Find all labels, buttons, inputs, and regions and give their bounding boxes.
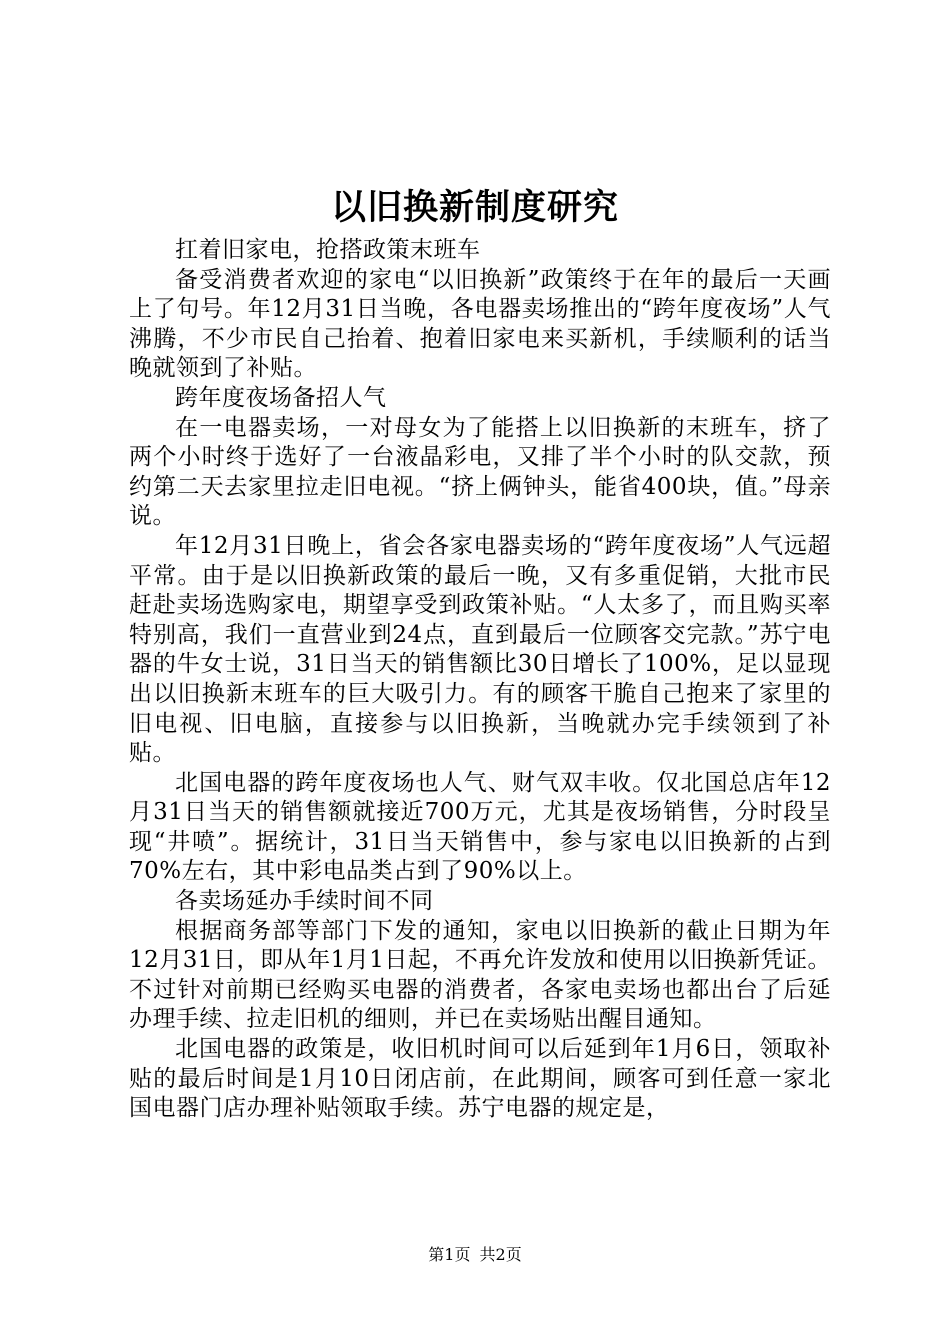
subheading-paragraph: 各卖场延办手续时间不同	[175, 888, 434, 915]
document-body	[129, 236, 831, 1124]
body-paragraph: 北国电器的跨年度夜场也人气、财气双丰收。仅北国总店年12月31日当天的销售额就接近700万元，尤其是夜场销售，分时段呈现“井喷”。据统计，31日当天销售中，参与家电以旧换新的占到70%左右，其中彩电品类占到了90%以上。	[129, 769, 831, 885]
body-paragraph: 北国电器的政策是，收旧机时间可以后延到年1月6日，领取补贴的最后时间是1月10日闭店前，在此期间，顾客可到任意一家北国电器门店办理补贴领取手续。苏宁电器的规定是，	[129, 1036, 831, 1122]
body-paragraph: 在一电器卖场，一对母女为了能搭上以旧换新的末班车，挤了两个小时终于选好了一台液晶彩电，又排了半个小时的队交款，预约第二天去家里拉走旧电视。“挤上俩钟头，能省400块，值。”母亲说。	[129, 414, 831, 530]
page-total: 共2页	[479, 1245, 522, 1264]
body-paragraph: 根据商务部等部门下发的通知，家电以旧换新的截止日期为年12月31日，即从年1月1日起，不再允许发放和使用以旧换新凭证。不过针对前期已经购买电器的消费者，各家电卖场也都出台了后延办理手续、拉走旧机的细则，并已在卖场贴出醒目通知。	[129, 917, 831, 1033]
body-paragraph: 备受消费者欢迎的家电“以旧换新”政策终于在年的最后一天画上了句号。年12月31日当晚，各电器卖场推出的“跨年度夜场”人气沸腾，不少市民自己抬着、抱着旧家电来买新机，手续顺利的话当晚就领到了补贴。	[129, 266, 831, 382]
document-title: 以旧换新制度研究	[330, 187, 619, 228]
body-paragraph: 年12月31日晚上，省会各家电器卖场的“跨年度夜场”人气远超平常。由于是以旧换新政策的最后一晚，又有多重促销，大批市民赶赴卖场选购家电，期望享受到政策补贴。“人太多了，而且购买率特别高，我们一直营业到24点，直到最后一位顾客交完款。”苏宁电器的牛女士说，31日当天的销售额比30日增长了100%，足以显现出以旧换新末班车的巨大吸引力。有的顾客干脆自己抱来了家里的旧电视、旧电脑，直接参与以旧换新，当晚就办完手续领到了补贴。	[129, 532, 831, 767]
subheading-paragraph: 扛着旧家电，抢搭政策末班车	[175, 237, 481, 263]
page-number: 第1页	[428, 1245, 471, 1264]
page-footer	[0, 1245, 950, 1265]
subheading-paragraph: 跨年度夜场备招人气	[175, 384, 387, 411]
